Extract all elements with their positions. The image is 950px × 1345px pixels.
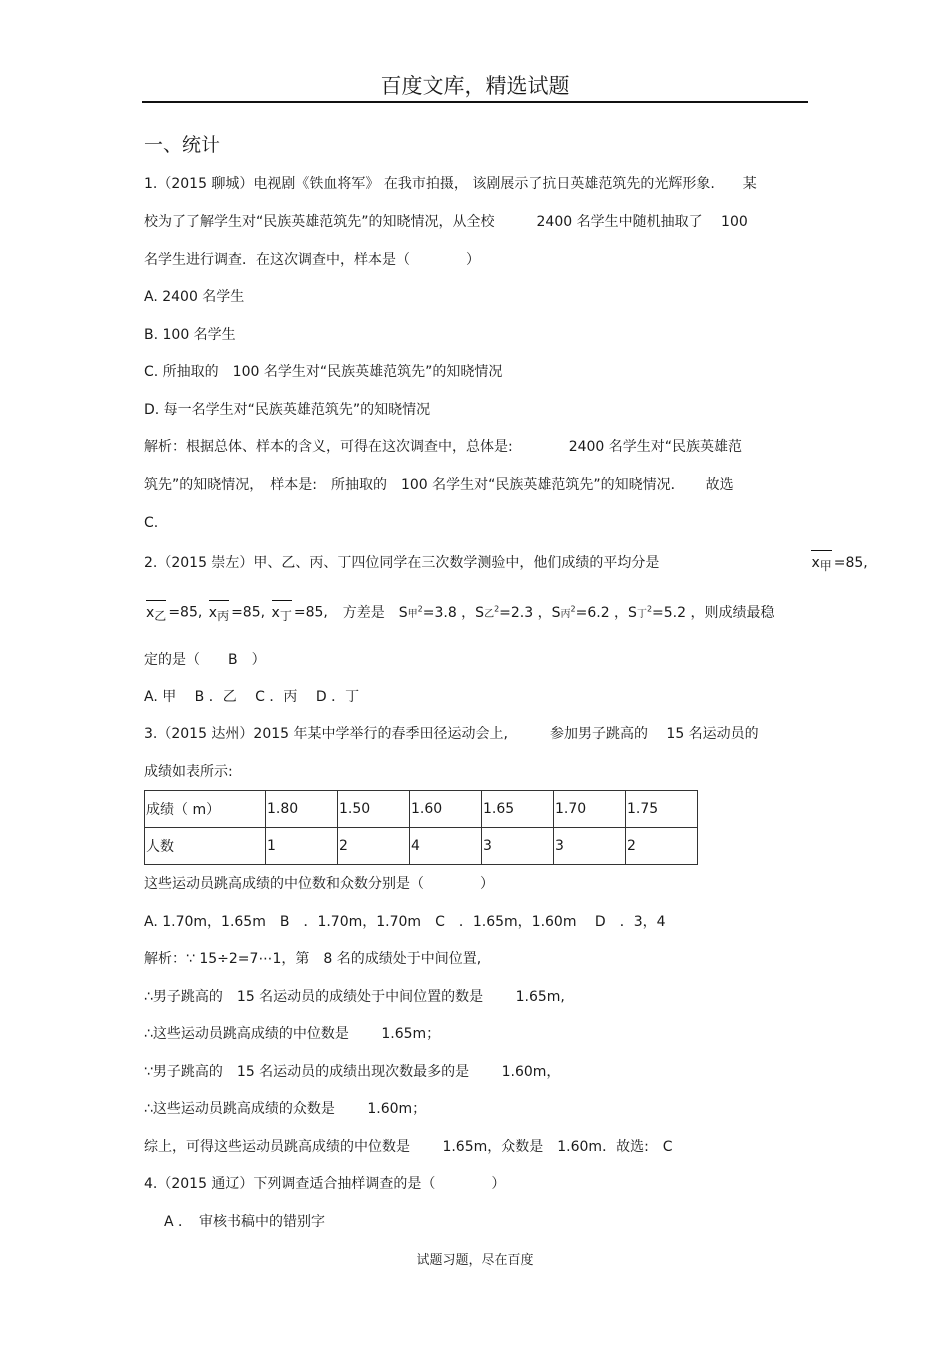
table-cell: 1.80: [266, 791, 338, 828]
q3-options: A. 1.70m，1.65m B ．1.70m，1.70m C ．1.65m，1.60m D ．3，4: [144, 914, 666, 930]
table-row: [145, 828, 698, 865]
q2-line-1: 2.（2015 崇左）甲、乙、丙、丁四位同学在三次数学测验中，他们成绩的平均分是 x甲 =85,: [144, 550, 868, 573]
q3-analysis-6: 综上，可得这些运动员跳高成绩的中位数是 1.65m，众数是 1.60m．故选: C: [144, 1139, 673, 1155]
mean-yi: x乙: [146, 600, 166, 623]
q4-option-a: A ． 审核书稿中的错别字: [164, 1214, 326, 1230]
mean-jia: x甲: [811, 550, 831, 573]
variance-text: 方差是 S甲$^2$=3.8 ，S乙$^2$=2.3 ，S丙$^2$=6.2 ，S丁$^2$=5.2 ，则成绩最稳: [342, 604, 775, 621]
table-cell: 1.60: [410, 791, 482, 828]
q1-analysis-1: 解析：根据总体、样本的含义，可得在这次调查中，总体是: 2400 名学生对“民族英雄范: [144, 439, 743, 455]
table-cell: 人数: [145, 828, 266, 865]
q3-analysis-2: ∴男子跳高的 15 名运动员的成绩处于中间位置的数是 1.65m,: [144, 989, 565, 1005]
mean-ding: x丁: [272, 600, 292, 623]
q1-line-3: 名学生进行调查．在这次调查中，样本是（ ）: [144, 252, 480, 268]
q1-analysis-2: 筑先”的知晓情况， 样本是: 所抽取的 100 名学生对“民族英雄范筑先”的知晓情况． 故选: [144, 477, 734, 493]
q3-line-1: 3.（2015 达州）2015 年某中学举行的春季田径运动会上, 参加男子跳高的 15 名运动员的: [144, 726, 759, 742]
table-cell: 1.70: [554, 791, 626, 828]
q1-line-1: 1.（2015 聊城）电视剧《铁血将军》 在我市拍摄， 该剧展示了抗日英雄范筑先的光辉形象. 某: [144, 176, 757, 192]
mean-bing: x丙: [209, 600, 229, 623]
q3-analysis-5: ∴这些运动员跳高成绩的众数是 1.60m；: [144, 1101, 427, 1117]
section-title: 一、统计: [144, 134, 221, 156]
scores-table: [144, 790, 698, 865]
q1-line-2: 校为了了解学生对“民族英雄范筑先”的知晓情况，从全校 2400 名学生中随机抽取了 100: [144, 214, 748, 230]
q2-line-2: x乙 =85, x丙 =85, x丁 =85, 方差是 S甲$^2$=3.8 ，S乙$^2$=2.3 ，S丙$^2$=6.2 ，S丁$^2$=5.2 ，则成绩最稳: [144, 599, 775, 625]
q3-analysis-3: ∴这些运动员跳高成绩的中位数是 1.65m；: [144, 1026, 441, 1042]
q4-line-1: 4.（2015 通辽）下列调查适合抽样调查的是（ ）: [144, 1176, 506, 1192]
q3-line-2: 成绩如表所示:: [144, 764, 233, 780]
q2-intro: 2.（2015 崇左）甲、乙、丙、丁四位同学在三次数学测验中，他们成绩的平均分是: [144, 555, 660, 571]
page-header-title: 百度文库，精选试题: [380, 74, 570, 98]
q1-option-b: B. 100 名学生: [144, 327, 236, 343]
table-cell: 4: [410, 828, 482, 865]
q3-analysis-1: 解析：∵ 15÷2=7⋯1，第 8 名的成绩处于中间位置,: [144, 951, 482, 967]
table-cell: 3: [554, 828, 626, 865]
q1-option-c: C. 所抽取的 100 名学生对“民族英雄范筑先”的知晓情况: [144, 364, 503, 380]
table-cell: 1.65: [482, 791, 554, 828]
q3-question: 这些运动员跳高成绩的中位数和众数分别是（ ）: [144, 876, 494, 892]
table-cell: 1.75: [626, 791, 698, 828]
q1-option-d: D. 每一名学生对“民族英雄范筑先”的知晓情况: [144, 402, 431, 418]
table-cell: 2: [626, 828, 698, 865]
q1-analysis-3: C.: [144, 515, 159, 531]
table-row: [145, 791, 698, 828]
q1-option-a: A. 2400 名学生: [144, 289, 245, 305]
page-footer: 试题习题，尽在百度: [416, 1253, 534, 1268]
table-cell: 成绩（ m）: [145, 791, 266, 828]
table-cell: 1.50: [338, 791, 410, 828]
table-cell: 1: [266, 828, 338, 865]
header-divider: [142, 101, 808, 103]
table-cell: 2: [338, 828, 410, 865]
q2-options: A. 甲 B ．乙 C ．丙 D ．丁: [144, 689, 360, 705]
table-cell: 3: [482, 828, 554, 865]
q2-line-3: 定的是（ B ）: [144, 652, 266, 668]
q3-analysis-4: ∵男子跳高的 15 名运动员的成绩出现次数最多的是 1.60m，: [144, 1064, 561, 1080]
